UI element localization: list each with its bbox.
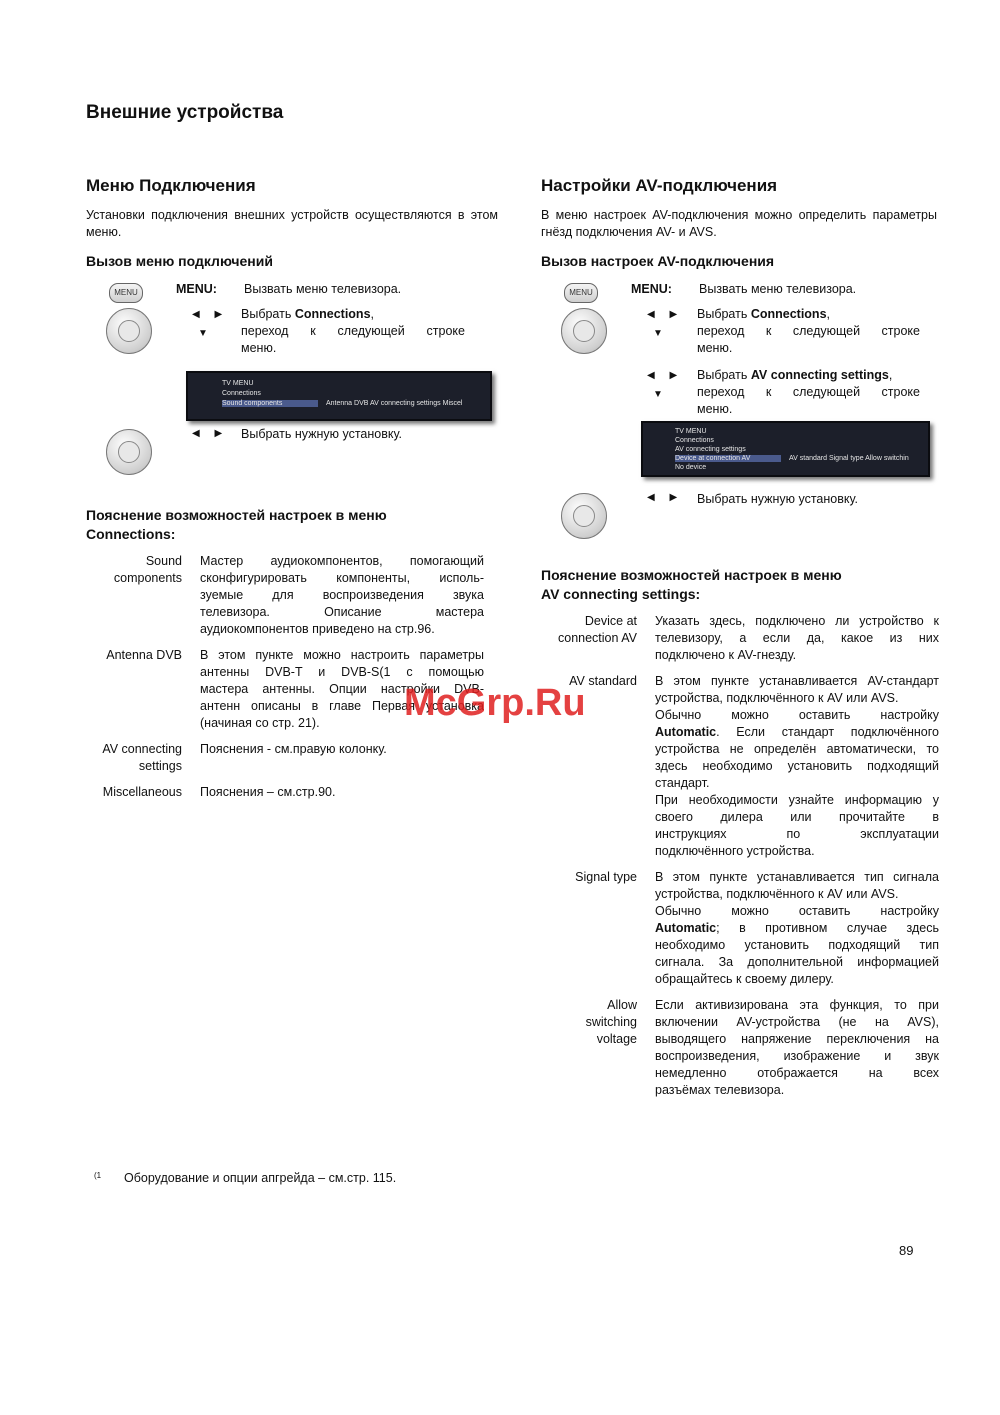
definition-term: Allow switching voltage	[585, 998, 637, 1046]
navigation-dial-icon	[561, 308, 607, 354]
definition-description: В этом пункте устанавливается тип сигнала устройства, подключённого к AV или AVS. Обычно можно оставить настройку Automatic; в противном случае здесь необходимо установить подходящий тип сигнала. За дополнительной информацией обращайтесь к своему дилеру.	[655, 870, 939, 986]
definition-term: Device at connection AV	[558, 614, 637, 645]
footnote-mark: (1	[94, 1171, 102, 1180]
definition-description: Мастер аудиокомпонентов, помогающий сконфигурировать компоненты, исполь- зуемые для воспроизведения звука телевизора. Описание мастера аудиокомпонентов приведено на стр.96.	[200, 554, 484, 636]
left-menu-key: MENU:	[176, 282, 217, 296]
right-menu-key: MENU:	[631, 282, 672, 296]
left-menu-action: Вызвать меню телевизора.	[244, 282, 402, 296]
left-right-arrows-icon: ◀ ▶	[647, 309, 684, 320]
menu-button-icon: MENU	[109, 283, 143, 303]
navigation-dial-icon	[106, 308, 152, 354]
right-intro: В меню настроек AV-подключения можно определить параметры гнёзд подключения AV- и AVS.	[541, 208, 937, 239]
definition-term: Sound components	[113, 554, 182, 585]
right-step2: Выбрать AV connecting settings, переход к следующей строке меню.	[697, 368, 920, 416]
footnote-text: Оборудование и опции апгрейда – см.стр. 115.	[124, 1171, 397, 1185]
left-call-heading: Вызов меню подключений	[86, 253, 273, 269]
definition-term: Antenna DVB	[106, 648, 182, 662]
definition-description: В этом пункте устанавливается AV-стандарт устройства, подключённого к AV или AVS. Обычно можно оставить настройку Automatic. Если стандарт подключённого устройства не определён автоматически, то здесь необходимо установить подходящий стандарт. При необходимости узнайте информацию у своего дилера или прочитайте в инструкциях по эксплуатации подключённого устройства.	[655, 674, 939, 858]
right-menu-action: Вызвать меню телевизора.	[699, 282, 857, 296]
left-right-arrows-icon: ◀ ▶	[647, 370, 684, 381]
left-heading: Меню Подключения	[86, 176, 256, 195]
watermark: McGrp.Ru	[404, 682, 586, 724]
page-number: 89	[899, 1243, 914, 1258]
down-arrow-icon: ▼	[653, 328, 663, 339]
right-step1: Выбрать Connections, переход к следующей строке меню.	[697, 307, 920, 355]
left-select-setting: Выбрать нужную установку.	[241, 427, 402, 441]
definition-term: AV standard	[569, 674, 637, 688]
page-title: Внешние устройства	[86, 102, 284, 123]
right-select-setting: Выбрать нужную установку.	[697, 492, 858, 506]
definition-description: Если активизирована эта функция, то при включении AV-устройства (не на AVS), выводящего напряжение переключения на воспроизведения, изображение и звук немедленно отображается на всех разъёмах телевизора.	[655, 998, 939, 1097]
definition-description: Пояснения - см.правую колонку.	[200, 742, 387, 756]
right-tv-menu-screenshot: TV MENU Connections AV connecting settings Device at connection AV AV standard Signal type Allow switchin No device	[641, 421, 930, 477]
definition-term: Signal type	[575, 870, 637, 884]
left-intro: Установки подключения внешних устройств осуществляются в этом меню.	[86, 208, 498, 239]
down-arrow-icon: ▼	[198, 328, 208, 339]
right-call-heading: Вызов настроек AV-подключения	[541, 253, 775, 269]
definition-term: AV connecting settings	[102, 742, 182, 773]
navigation-dial-icon	[561, 493, 607, 539]
definition-term: Miscellaneous	[102, 785, 182, 799]
left-right-arrows-icon: ◀ ▶	[192, 309, 229, 320]
menu-button-icon: MENU	[564, 283, 598, 303]
left-right-arrows-icon: ◀ ▶	[192, 428, 229, 439]
left-step1: Выбрать Connections, переход к следующей строке меню.	[241, 307, 465, 355]
down-arrow-icon: ▼	[653, 389, 663, 400]
right-heading: Настройки AV-подключения	[541, 176, 778, 195]
left-expl-heading: Пояснение возможностей настроек в меню Connections:	[86, 507, 387, 542]
right-expl-heading: Пояснение возможностей настроек в меню AV connecting settings:	[541, 567, 842, 602]
definition-description: Указать здесь, подключено ли устройство к телевизору, а если да, какое из них подключено к AV-гнезду.	[655, 614, 939, 662]
navigation-dial-icon	[106, 429, 152, 475]
left-tv-menu-screenshot: TV MENU Connections Sound components Antenna DVB AV connecting settings Miscel	[186, 371, 492, 421]
left-right-arrows-icon: ◀ ▶	[647, 492, 684, 503]
definition-description: В этом пункте можно настроить параметры антенны DVB-T и DVB-S(1 с помощью мастера антенны. Опции настройки DVB- антенн описаны в главе Первая установка (начиная со стр. 21).	[200, 648, 484, 730]
definition-description: Пояснения – см.стр.90.	[200, 785, 336, 799]
